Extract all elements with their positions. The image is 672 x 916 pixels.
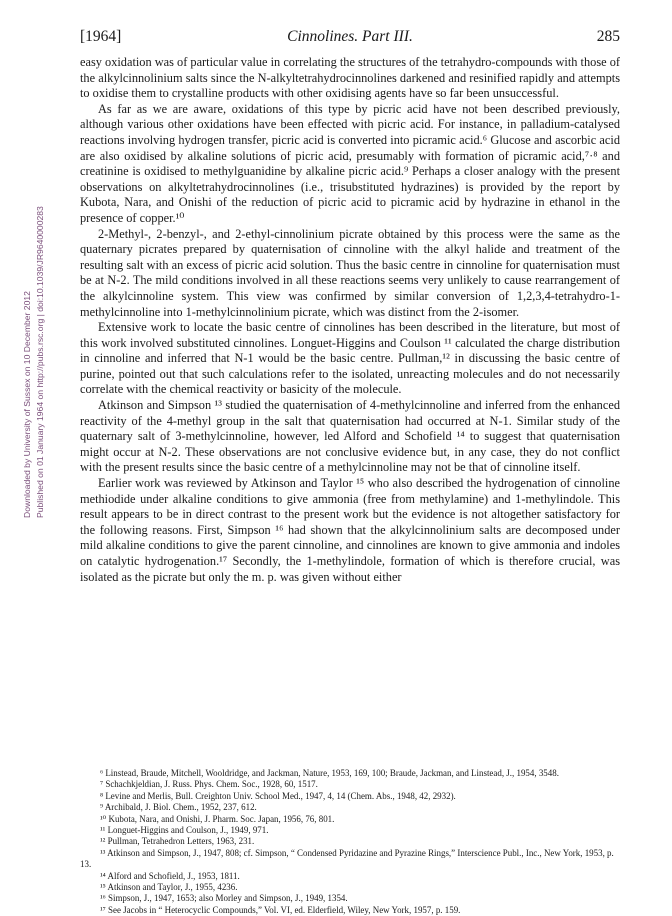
running-header [80,28,620,48]
header-year: [1964] [80,28,122,45]
footnote: ¹⁶ Simpson, J., 1947, 1653; also Morley and Simpson, J., 1949, 1354. [100,893,348,904]
download-stamp-line-1: Downloaded by University of Sussex on 10 December 2012 [22,291,32,518]
paragraph: Atkinson and Simpson ¹³ studied the quaternisation of 4-methylcinnoline and inferred from the enhanced reactivity of the 4-methyl group in the salt that quaternisation had occurred at N-1. Similar study of the quaternary salt of 3-methylcinnoline, however, led Alford and Schofield ¹⁴ to suggest that quaternisation might occur at N-2. These observations are not conclusive evidence but, in any case, they do not conflict with the present results since the basic centre of a methylcinnoline may not be that of cinnoline itself. [80,398,620,475]
footnote: ⁷ Schachkjeldian, J. Russ. Phys. Chem. Soc., 1928, 60, 1517. [100,779,318,790]
article-body [80,55,620,585]
footnote: ¹² Pullman, Tetrahedron Letters, 1963, 231. [100,836,255,847]
paragraph: As far as we are aware, oxidations of this type by picric acid have not been described previously, although various other oxidations have been effected with picric acid. For instance, in palladium-catalysed reactions involving hydrogen transfer, picric acid is converted into picramic acid.⁶ Glucose and ascorbic acid are also oxidised by alkaline solutions of picric acid, presumably with formation of picramic acid,⁷·⁸ and creatinine is oxidised to methylguanidine by alkaline picric acid.⁹ Perhaps a closer analogy with the present observations on alkyltetrahydrocinnolines (i.e., trisubstituted hydrazines) is provided by the report by Kubota, Nara, and Onishi of the reduction of picric acid to picramic acid by hydrazine in ethanol in the presence of copper.¹⁰ [80,101,620,225]
footnote: ⁹ Archibald, J. Biol. Chem., 1952, 237, 612. [100,802,257,813]
footnote: ⁸ Levine and Merlis, Bull. Creighton Univ. School Med., 1947, 4, 14 (Chem. Abs., 1948, 42, 2932). [100,790,456,801]
footnote: ¹⁷ See Jacobs in “ Heterocyclic Compounds,” Vol. VI, ed. Elderfield, Wiley, New York, 1957, p. 159. [100,904,461,915]
footnotes [80,768,620,916]
header-title: Cinnolines. Part III. [287,28,413,45]
footnote: ¹⁴ Alford and Schofield, J., 1953, 1811. [100,870,240,881]
footnote: ¹¹ Longuet-Higgins and Coulson, J., 1949, 971. [100,825,269,836]
footnote: ¹⁵ Atkinson and Taylor, J., 1955, 4236. [100,882,238,893]
paragraph: Earlier work was reviewed by Atkinson and Taylor ¹⁵ who also described the hydrogenation of cinnoline methiodide under alkaline conditions to give ammonia (free from methylamine) and 1-methylindole. This result appears to be in direct contrast to the present work but the evidence is not altogether satisfactory for the following reasons. First, Simpson ¹⁶ had shown that the alkylcinnolinium salts are decomposed under mild alkaline conditions to give the parent cinnoline, and cinnolines are known to give ammonia and indoles on catalytic hydrogenation.¹⁷ Secondly, the 1-methylindole, formation of which is therefore crucial, was isolated as the picrate but only the m. p. was given without either [80,476,620,584]
download-stamp-line-2[interactable]: Published on 01 January 1964 on http://pubs.rsc.org | doi:10.1039/JR9640000283 [35,206,45,518]
paragraph: easy oxidation was of particular value in correlating the structures of the tetrahydro-compounds with those of the alkylcinnolinium salts since the N-alkyltetrahydrocinnolines darkened and resinified rapidly and attempts to oxidise them to crystalline products with other oxidising agents have so far been unsuccessful. [80,55,620,101]
paragraph: 2-Methyl-, 2-benzyl-, and 2-ethyl-cinnolinium picrate obtained by this process were the same as the quaternary picrates prepared by quaternisation of cinnoline with the alkyl halide and treatment of the resulting salt with an excess of picric acid solution. Thus the basic centre in cinnoline for quaternisation must be at N-2. The mild conditions involved in all these reactions seems very unlikely to cause rearrangement of the alkylcinnoline system. This view was confirmed by similar conversion of 1,2,3,4-tetrahydro-1-methylcinnoline into 1-methylcinnolinium picrate, which was distinct from the 2-isomer. [80,226,620,319]
footnote: ¹⁰ Kubota, Nara, and Onishi, J. Pharm. Soc. Japan, 1956, 76, 801. [100,813,335,824]
footnote: ⁶ Linstead, Braude, Mitchell, Wooldridge, and Jackman, Nature, 1953, 169, 100; Braude, Jackman, and Linstead, J., 1954, 3548. [100,768,559,778]
footnote: ¹³ Atkinson and Simpson, J., 1947, 808; cf. Simpson, “ Condensed Pyridazine and Pyrazine Rings,” Interscience Publ., Inc., New York, 1953, p. 13. [80,847,614,870]
download-stamp [21,206,47,518]
header-page-number: 285 [596,28,620,45]
paragraph: Extensive work to locate the basic centre of cinnolines has been described in the literature, but most of this work involved substituted cinnolines. Longuet-Higgins and Coulson ¹¹ calculated the charge distribution in cinnoline and inferred that N-1 would be the basic centre. Pullman,¹² in discussing the basic centre of purine, pointed out that such calculations refer to the isolated, unreacting molecules and do not necessarily correlate with the chemical reactivity or basicity of the molecule. [80,320,620,397]
